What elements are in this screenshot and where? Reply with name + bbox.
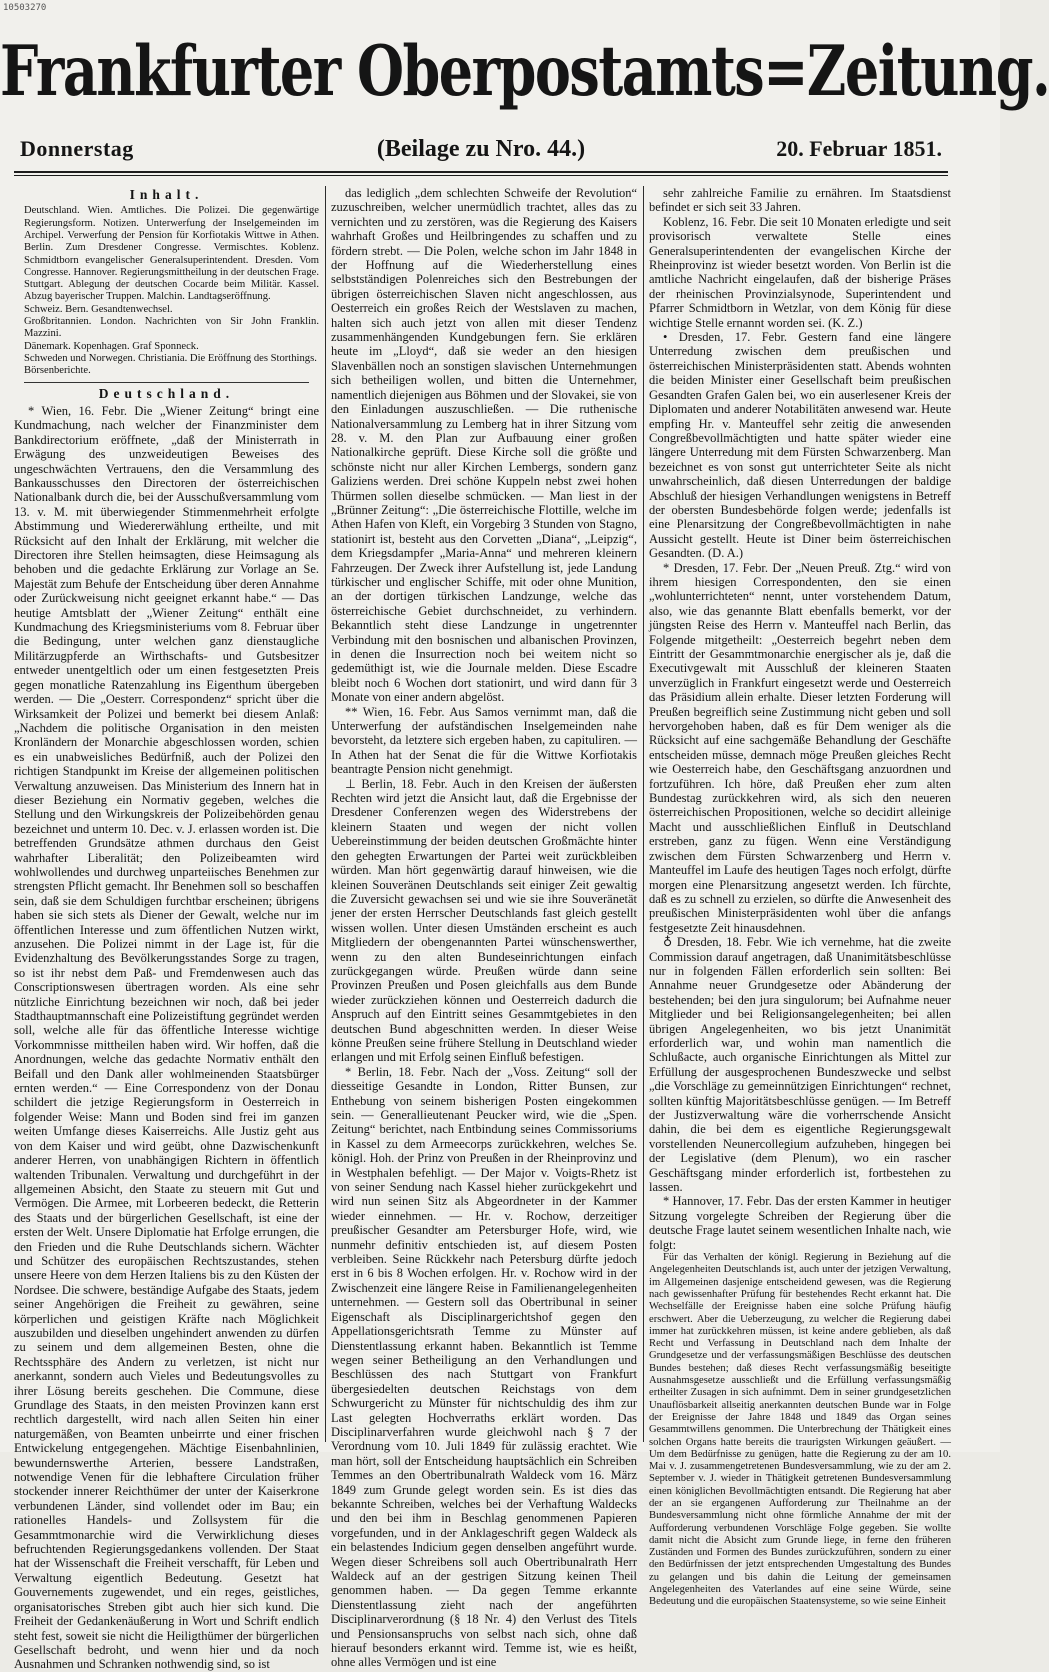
column-divider	[325, 186, 326, 1442]
section-heading: Deutschland.	[98, 385, 235, 401]
article-paragraph-quoted: Für das Verhalten der königl. Regierung in Beziehung auf die Angelegenheiten Deutschlands ist, auch unter der jetzigen Verwaltung, im Allgemeinen dasjenige entscheidend gewesen, was die Regierung nach gewissenhafter Prüfung für bestehendes Recht erkannt hat. Die Wechselfälle der Ereignisse haben eine solche Prüfung häufig erschwert. Aber die Ueberzeugung, zu welcher die Regierung dabei immer hat zurückkehren müssen, ist keine andere geblieben, als daß Recht und Verfassung in Deutschland nach dem Inhalte der Grundgesetze und der verfassungsmäßigen Beschlüsse des deutschen Bundes bestehen; daß dieses Recht verfassungsmäßig beseitigte Ausnahmsgesetze ausschließt und die Erfüllung verfassungsmäßig ertheilter Zusagen in sich aufnimmt. Dem in seiner grundgesetzlichen Unauflösbarkeit allseitig anerkannten deutschen Bunde war in Folge der Ereignisse der Jahre 1848 und 1849 das Organ seines Gesammtwillens genommen. Die Unterbrechung der Thätigkeit eines solchen Organs hatte bereits die traurigsten Wirkungen geäußert. — Um dem Bedürfnisse zu genügen, hatte die Regierung zu der am 10. Mai v. J. zusammengetretenen Bundesversammlung, wie zu der am 2. September v. J. wieder in Thätigkeit getretenen Bundesversammlung einen königlichen Bevollmächtigten entsandt. Die Regierung hat aber der an sie ergangenen Aufforderung zur Theilnahme an der Bundesversammlung nicht ohne förmliche Annahme der mit der Aufforderung verbundenen Vorschläge Folge gegeben. Sie wollte damit nicht die Absicht zum Grunde liege, in ferne den früheren Zuständen und Formen des Bundes zurückzuführen, sondern zu einer den Bedürfnissen der jetzt entsprechenden Umgestaltung des Bundes zu gelangen und bis dahin die Leitung der gemeinsamen Angelegenheiten des Vaterlandes auf eine seine Würde, seine Bedeutung und die europäischen Staatensysteme, so wie seine Einheit	[649, 1252, 951, 1608]
section-divider	[24, 382, 309, 383]
masthead-rule-thin	[14, 175, 948, 176]
article-paragraph: ♁ Dresden, 18. Febr. Wie ich vernehme, hat die zweite Commission darauf angetragen, daß Unanimitätsbeschlüsse nur in folgenden Fällen erforderlich sein sollten: Bei Annahme neuer Grundgesetze oder Abänderung der bestehenden; bei den jura singulorum; bei Aufnahme neuer Mitglieder und bei Religionsangelegenheiten; bei allen übrigen Angelegenheiten, wo bis jetzt Unanimität erforderlich war, und wohin man namentlich die Schlußacte, auch organische Einrichtungen als Mittel zur Erfüllung der ausgesprochenen Bundeszwecke und selbst „die Vorschläge zu gemeinnützigen Einrichtungen“ rechnet, sollten künftig Majoritätsbeschlüsse genügen. — Im Betreff der Justizverwaltung wäre die vorherrschende Ansicht dahin, die bei dem es eigentliche Regierungsgewalt vorstellenden Neunercollegium aufzuheben, hingegen bei der Legislative (dem Plenum), wo ein rascher Geschäftsgang minder erforderlich ist, fortbestehen zu lassen.	[649, 935, 951, 1195]
contents-entry: Deutschland. Wien. Amtliches. Die Polizei. Die gegenwärtige Regierungsform. Notizen. Unterwerfung der Inselgemeinden im Archipel. Verwerfung der Pension für Korfiotakis Wittwe in Athen. Berlin. Zum Dresdener Congresse. Vermischtes. Koblenz. Schmidtborn evangelischer Generalsuperintendent. Dresden. Vom Congresse. Hannover. Regierungsmittheilung in der deutschen Frage. Stuttgart. Ablegung der deutschen Cocarde beim Militär. Kassel. Abzug bayerischer Truppen. Malchin. Landtagseröffnung.	[24, 205, 319, 303]
article-paragraph: * Dresden, 17. Febr. Der „Neuen Preuß. Ztg.“ wird von ihrem hiesigen Correspondenten, den sie einen „wohlunterrichteten“ nennt, unter vorstehendem Datum, also, wie das genannte Blatt ebenfalls bemerkt, vor der jüngsten Reise des Herrn v. Manteuffel nach Berlin, das Folgende mitgetheilt: „Oesterreich begehrt neben dem Eintritt der Gesammtmonarchie energischer als je, daß die Executivgewalt mit Ausschluß der kleineren Staaten unverzüglich in Frankfurt eingesetzt werde und Oesterreich das Präsidium allein erhalte. Dieser letzten Forderung will Preußen begreiflich seine Zustimmung nicht geben und soll hervorgehoben haben, daß es für Dem weniger als die Rücksicht auf eine sachgemäße Behandlung der Geschäfte entscheiden müsse, demnach möge Preußen gleiches Recht wie Oesterreich habe, den Geschäftsgang anzuordnen und fortzuführen. Ich höre, daß Preußen eher zum alten Bundestag zurückkehren wird, als sich den neueren österreichischen Propositionen, welche so decidirt alleinige Macht und ausschließlichen Einfluß in Deutschland erstreben, ganz zu fügen. Wenn eine Verständigung zwischen dem Fürsten Schwarzenberg und Herrn v. Manteuffel im Laufe des heutigen Tages noch erfolgt, dürfte morgen eine Plenarsitzung angesetzt werden. Ich fürchte, daß es zu schnell zu erzielen, so dürfte die Anwesenheit des preußischen Ministerpräsidenten wohl über die anfangs festgesetzte Zeit hinausdehnen.	[649, 560, 951, 935]
column-3	[649, 186, 951, 1608]
contents-entry: Dänemark. Kopenhagen. Graf Sponneck.	[24, 340, 199, 352]
masthead-rule	[14, 171, 948, 173]
article-paragraph: das lediglich „dem schlechten Schweife der Revolution“ zuzuschreiben, welcher unermüdlich trachtet, alles das zu vernichten und zu zerstören, was die Regierung des Kaisers wahrhaft Großes und Heilbringendes zu schaffen und zu fördern strebt. — Die Polen, welche schon im Jahr 1848 in der Hoffnung auf die Wiederherstellung eines selbstständigen Polenreiches sich den Bestrebungen der übrigen österreichischen Slaven nicht angeschlossen, aus Oesterreich ein großes Reich der Westslaven zu machen, halten sich auch jetzt von allen mit dieser Tendenz zusammenhängenden Kundgebungen fern. Sie erklären heute im „Lloyd“, daß sie weder an den hiesigen Slavenbällen noch an sonstigen slavischen Unternehmungen sich betheiligen wollen, und bitten die Unternehmer, namentlich diejenigen aus Böhmen und der Slovakei, sie von den Einladungen auszuschließen. — Die ruthenische Nationalversammlung zu Lemberg hat in ihrer Sitzung vom 28. v. M. den Plan zur Aufbauung einer großen Nationalkirche geprüft. Diese Kirche soll die größte und schönste nicht nur aller Kirchen Lembergs, sondern ganz Galiziens werden. Drei schöne Kuppeln nebst zwei hohen Thürmen sollen dieselbe schmücken. — Man liest in der „Brünner Zeitung“: „Die österreichische Flottille, welche im Athen Hafen von Kleft, ein Vorgebirg 3 Stunden von Stagno, stationirt ist, besteht aus den Corvetten „Diana“, „Leipzig“, dem Kriegsdampfer „Maria-Anna“ und mehreren kleinern Fahrzeugen. Der Zweck ihrer Aufstellung ist, jede Landung türkischer und englischer Schiffe, mit oder ohne Munition, an der dortigen türkischen Landzunge, welche das österreichische Gebiet durchschneidet, zu verhindern. Bekanntlich steht diese Landzunge in ungetrennter Verbindung mit den bosnischen und albanischen Provinzen, in denen die Insurrection noch bei weitem nicht so gedemüthigt ist, wie die Journale melden. Diese Escadre bleibt noch 6 Wochen dort stationirt, und wird dann für 3 Monate von einer andern abgelöst.	[331, 186, 637, 705]
issue-day: Donnerstag	[20, 136, 134, 161]
article-paragraph: sehr zahlreiche Familie zu ernähren. Im Staatsdienst befindet er sich seit 33 Jahren.	[649, 186, 951, 215]
article-paragraph: Koblenz, 16. Febr. Die seit 10 Monaten erledigte und seit provisorisch verwaltete Stelle eines Generalsuperintendenten der evangelischen Kirche der Rheinprovinz ist wieder besetzt worden. Von Berlin ist die amtliche Nachricht eingelaufen, daß der bisherige Präses der rheinischen Provinzialsynode, Superintendent und Pfarrer Schmidtborn in Wetzlar, von dem König für diese wichtige Stelle ernannt worden sei. (K. Z.)	[649, 214, 951, 330]
supplement-label: (Beilage zu Nro. 44.)	[376, 136, 586, 162]
article-paragraph: • Dresden, 17. Febr. Gestern fand eine längere Unterredung zwischen dem preußischen und österreichischen Ministerpräsidenten statt. Abends wohnten die beiden Minister einer Gesellschaft beim preußischen Gesandten Grafen Galen bei, wo ein auserlesener Kreis der Diplomaten und anderer Notabilitäten anwesend war. Heute empfing Hr. v. Manteuffel sehr zeitig die anwesenden Congreßbevollmächtigten und hatte später wieder eine längere Unterredung mit dem Fürsten Schwarzenberg. Man bezeichnet es von sonst gut unterrichteter Seite als nicht unwahrscheinlich, daß diesen Unterredungen der baldige Abschluß der hiesigen Verhandlungen wenigstens in Betreff der obersten Bundesbehörde folgen werde; jedenfalls ist eine Plenarsitzung der Congreßbevollmächtigten in nahe Aussicht gestellt. Heute ist Diner beim österreichischen Gesandten. (D. A.)	[649, 330, 951, 561]
table-of-contents	[14, 205, 319, 377]
issue-date: 20. Februar 1851.	[776, 136, 942, 161]
archive-id: 10503270	[3, 3, 47, 13]
contents-entry: Börsenberichte.	[24, 365, 91, 377]
masthead-title: Frankfurter Oberpostamts=Zeitung.	[0, 29, 1049, 112]
contents-entry: Großbritannien. London. Nachrichten von Sir John Franklin. Mazzini.	[24, 316, 319, 340]
masthead-subline	[20, 136, 942, 166]
column-1	[14, 186, 319, 1672]
column-divider	[643, 186, 644, 1442]
column-2	[331, 186, 637, 1670]
article-paragraph: ⊥ Berlin, 18. Febr. Auch in den Kreisen der äußersten Rechten wird jetzt die Ansicht laut, daß die Ergebnisse der Dresdener Conferenzen wegen des Widerstrebens der kleinern Staaten und wegen der nicht vollen Uebereinstimmung der beiden deutschen Großmächte hinter den gehegten Erwartungen der Partei weit zurückbleiben würden. Man hört gegenwärtig darauf hinweisen, wie die kleinen Souveränen Deutschlands seit einiger Zeit gewaltig die Zuversicht gewachsen sei und wie sie ihre Souveränetät jener der ersten Herrscher Deutschlands fast gleich gestellt wissen wollen. Unter diesen Umständen erscheint es auch Mitgliedern der obengenannten Partei wünschenswerther, wenn zu den alten Bundeseinrichtungen einfach zurückgegangen würde. Preußen würde dann seine Provinzen Preußen und Posen gleichfalls aus dem Bunde wieder zurückziehen können und Oesterreich dadurch die Anspruch auf den Eintritt seines Gesammtgebietes in den deutschen Bund abgeschnitten werden. In dieser Weise könne Preußen seine frühere Stellung in Deutschland wieder erlangen und mit Erfolg seinen Einfluß befestigen.	[331, 776, 637, 1065]
article-paragraph: * Berlin, 18. Febr. Nach der „Voss. Zeitung“ soll der diesseitige Gesandte in London, Ritter Bunsen, zur Enthebung von seinem bisherigen Posten eingekommen sein. — Generallieutenant Peucker wird, wie die „Spen. Zeitung“ berichtet, nach Entbindung seines Commissoriums in Kassel zu dem Armeecorps zurückkehren, welches Se. königl. Hoh. der Prinz von Preußen in der Rheinprovinz und in Westphalen befehligt. — Der Major v. Voigts-Rhetz ist von seiner Sendung nach Kassel hieher zurückgekehrt und wird nun seinen Sitz als Abgeordneter in der Kammer wieder einnehmen. — Hr. v. Rochow, derzeitiger preußischer Gesandter am Petersburger Hofe, wird, wie nunmehr definitiv entschieden ist, auf diesem Posten verbleiben. Seine Rückkehr nach Petersburg dürfte jedoch erst in 6 bis 8 Wochen erfolgen. Hr. v. Rochow wird in der Zwischenzeit eine längere Reise in Familienangelegenheiten unternehmen. — Gestern soll das Obertribunal in seiner Eigenschaft als Disciplinargerichtshof gegen den Appellationsgerichtsrath Temme zu Münster auf Dienstentlassung erkannt haben. Bekanntlich ist Temme wegen seiner Betheiligung an den Verhandlungen und Beschlüssen des nach Stuttgart von Frankfurt übergesiedelten deutschen Reichstags von dem Schwurgericht zu Münster für nichtschuldig des ihm zur Last gelegten Hochverraths erklärt worden. Das Disciplinarverfahren wurde gleichwohl nach § 7 der Verordnung vom 10. Juli 1849 für zulässig erachtet. Wie man hört, soll der Entscheidung hauptsächlich ein Schreiben Temmes an den Obertribunalrath Waldeck vom 16. März 1849 zum Grunde gelegt worden sein. Es ist dies das bekannte Schreiben, welches bei der Verhaftung Waldecks und den bei ihm in Beschlag genommenen Papieren vorgefunden, und in der Anklageschrift gegen Waldeck als ein belastendes Indicium gegen denselben angeführt wurde. Wegen dieser Schreibens soll auch Obertribunalrath Herr Waldeck auf an der gestrigen Sitzung keinen Theil genommen haben. — Da gegen Temme erkannte Dienstentlassung zieht nach der angeführten Disciplinarverordnung (§ 18 Nr. 4) den Verlust des Titels und Pensionsanspruchs von selbst nach sich, ohne daß hierauf besonders erkannt wird. Temme ist, wie es heißt, ohne alles Vermögen und ist eine	[331, 1064, 637, 1670]
article-paragraph: * Wien, 16. Febr. Die „Wiener Zeitung“ bringt eine Kundmachung, nach welcher der Finanzminister dem Bankdirectorium eröffnete, „daß der Ministerrath in Erwägung des unzweideutigen Beweises des ungeschwächten Vertrauens, den die Versammlung des Bankausschusses den Directoren der österreichischen Nationalbank durch die, bei der Ausschußversammlung vom 13. v. M. mit überwiegender Stimmenmehrheit erfolgte Abstimmung und Wiedererwählung ertheilte, und mit Rücksicht auf den Inhalt der Erklärung, mit welcher die Directoren ihre Stellen heimsagten, diese Heimsagung als behoben und die gedachte Erklärung zur Vorlage an Se. Majestät zum Behufe der Entscheidung über deren Annahme oder Zurückweisung nicht geeignet erkannt habe.“ — Das heutige Amtsblatt der „Wiener Zeitung“ enthält eine Kundmachung des Kriegsministeriums vom 8. Februar über die Bedingung, unter welchen ganz dienstaugliche Militärzugpferde an Wirthschafts- und Gutsbesitzer entweder unentgeltlich oder um einen festgesetzten Preis gegen monatliche Ratenzahlung ins Eigenthum übergeben werden. — Die „Oesterr. Correspondenz“ spricht über die Wirksamkeit der Polizei und bemerkt bei diesem Anlaß: „Nachdem die politische Organisation in den meisten Kronländern der Monarchie abgeschlossen worden, schien es ein unabweisliches Bedürfniß, auch der Polizei den richtigen Standpunkt im Kreise der allgemeinen politischen Verwaltung anzuweisen. Das Ministerium des Innern hat in dieser Beziehung ein Normativ gegeben, welches die Stellung und den Wirkungskreis der Polizeibehörden genau bezeichnet und unterm 10. Dec. v. J. erlassen worden ist. Die betreffenden Grundsätze athmen durchaus den Geist wahrhafter Liberalität; den Polizeibeamten wird wohlwollendes und durchweg unparteiisches Benehmen zur strengsten Pflicht gemacht. Ihr Benehmen soll so beschaffen sein, daß sie dem Schuldigen furchtbar erscheinen; übrigens haben sie sich stets als Diener der Gewalt, welche nur im öffentlichen Interesse und zum öffentlichen Nutzen wirkt, anzusehen. Die Polizei nimmt in der Lage ist, für die Evidenzhaltung des Bevölkerungsstandes Sorge zu tragen, so ist ihr nebst dem Paß- und Fremdenwesen auch das Conscriptionswesen übertragen worden. Als eine sehr nützliche Einrichtung bezeichnen wir noch, daß bei jeder Stadthauptmannschaft eine Polizeistiftung gegründet werden soll, welche alle für das öffentliche Interesse wichtige Vorkommnisse mittheilen haben wird. Wir hoffen, daß die Anordnungen, welche das gedachte Normativ enthält den Beifall und den Dank aller wohlmeinenden Staatsbürger ernten werden.“ — Eine Correspondenz von der Donau schildert die jetzige Regierungsform in Oesterreich in folgender Weise: Mann und Boden sind frei im ganzen weiten Umfange dieses Kaiserreichs. Alle Justiz geht aus von dem Kaiser und wird geübt, ohne Dazwischenkunft anderer Herren, von unabhängigen Richtern in öffentlich waltenden Tribunalen. Verwaltung und durchgeführt in der allgemeinen Absicht, den Staate zu steuern mit Gut und Vermögen. Die Armee, mit Lorbeeren bedeckt, die Retterin des Staats und der bürgerlichen Gesellschaft, ist eine der ersten der Welt. Unsere Diplomatie hat Erfolge errungen, die den Frieden und die Ruhe Deutschlands sichern. Wächter und Schützer des europäischen Rechtszustandes, stehen unsere Heere von dem Herzen Italiens bis zu den Küsten der Nordsee. Die schwere, beständige Aufgabe des Staats, jedem seiner Angehörigen die Freiheit zu gewähren, seine körperlichen und geistigen Kräfte nach Möglichkeit auszubilden und dieselben ungehindert anwenden zu dürfen zu seinem und dem allgemeinen Besten, ohne die Rechtssphäre des Andern zu verletzen, ist nicht nur anerkannt, sondern auch Vieles und Bedeutungsvolles zu ihrer Lösung bereits geschehen. Die Commune, diese Grundlage des Staats, in den meisten Provinzen kann erst rechtlich dargestellt, wird nach allen Seiten hin einer naturgemäßen, von Beamten unbeirrte und einer frischen Entwickelung entgegengehen. Mächtige Eisenbahnlinien, bewundernswerthe Arterien, bessere Landstraßen, notwendige Venen für die lebhaftere Circulation früher stockender innerer Reichthümer der unter der Kaiserkrone verbundenen Länder, sind vollendet oder im Bau; ein rationelles Handels- und Zollsystem für die Gesammtmonarchie wird die Verwirklichung dieses befruchtenden Regierungsgedankens vollenden. Der Staat hat der Wissenschaft die Freiheit verschafft, für Leben und Verwaltung eigentlich Bedeutung. Gesetzt hat Gouvernements zugewendet, und ein reges, geistliches, organisatorisches Streben gibt auch hier sich kund. Die Freiheit der Gedankenäußerung in Wort und Schrift endlich steht fest, soweit sie nicht die Heiligthümer der bürgerlichen Gesellschaft bedroht, und wenn hier und da noch Ausnahmen und Schranken nothwendig sind, so ist	[14, 403, 319, 1672]
contents-heading: Inhalt.	[129, 187, 204, 202]
contents-entry: Schweden und Norwegen. Christiania. Die Eröffnung des Storthings.	[24, 352, 317, 364]
article-paragraph: * Hannover, 17. Febr. Das der ersten Kammer in heutiger Sitzung vorgelegte Schreiben der Regierung über die deutsche Frage lautet seinem wesentlichen Inhalte nach, wie folgt:	[649, 1194, 951, 1252]
contents-entry: Schweiz. Bern. Gesandtenwechsel.	[24, 303, 173, 315]
article-paragraph: ** Wien, 16. Febr. Aus Samos vernimmt man, daß die Unterwerfung der aufständischen Inselgemeinden nahe bevorsteht, da letztere sich ergeben haben, zu capituliren. — In Athen hat der Senat die für die Wittwe Korfiotakis beantragte Pension nicht genehmigt.	[331, 704, 637, 777]
